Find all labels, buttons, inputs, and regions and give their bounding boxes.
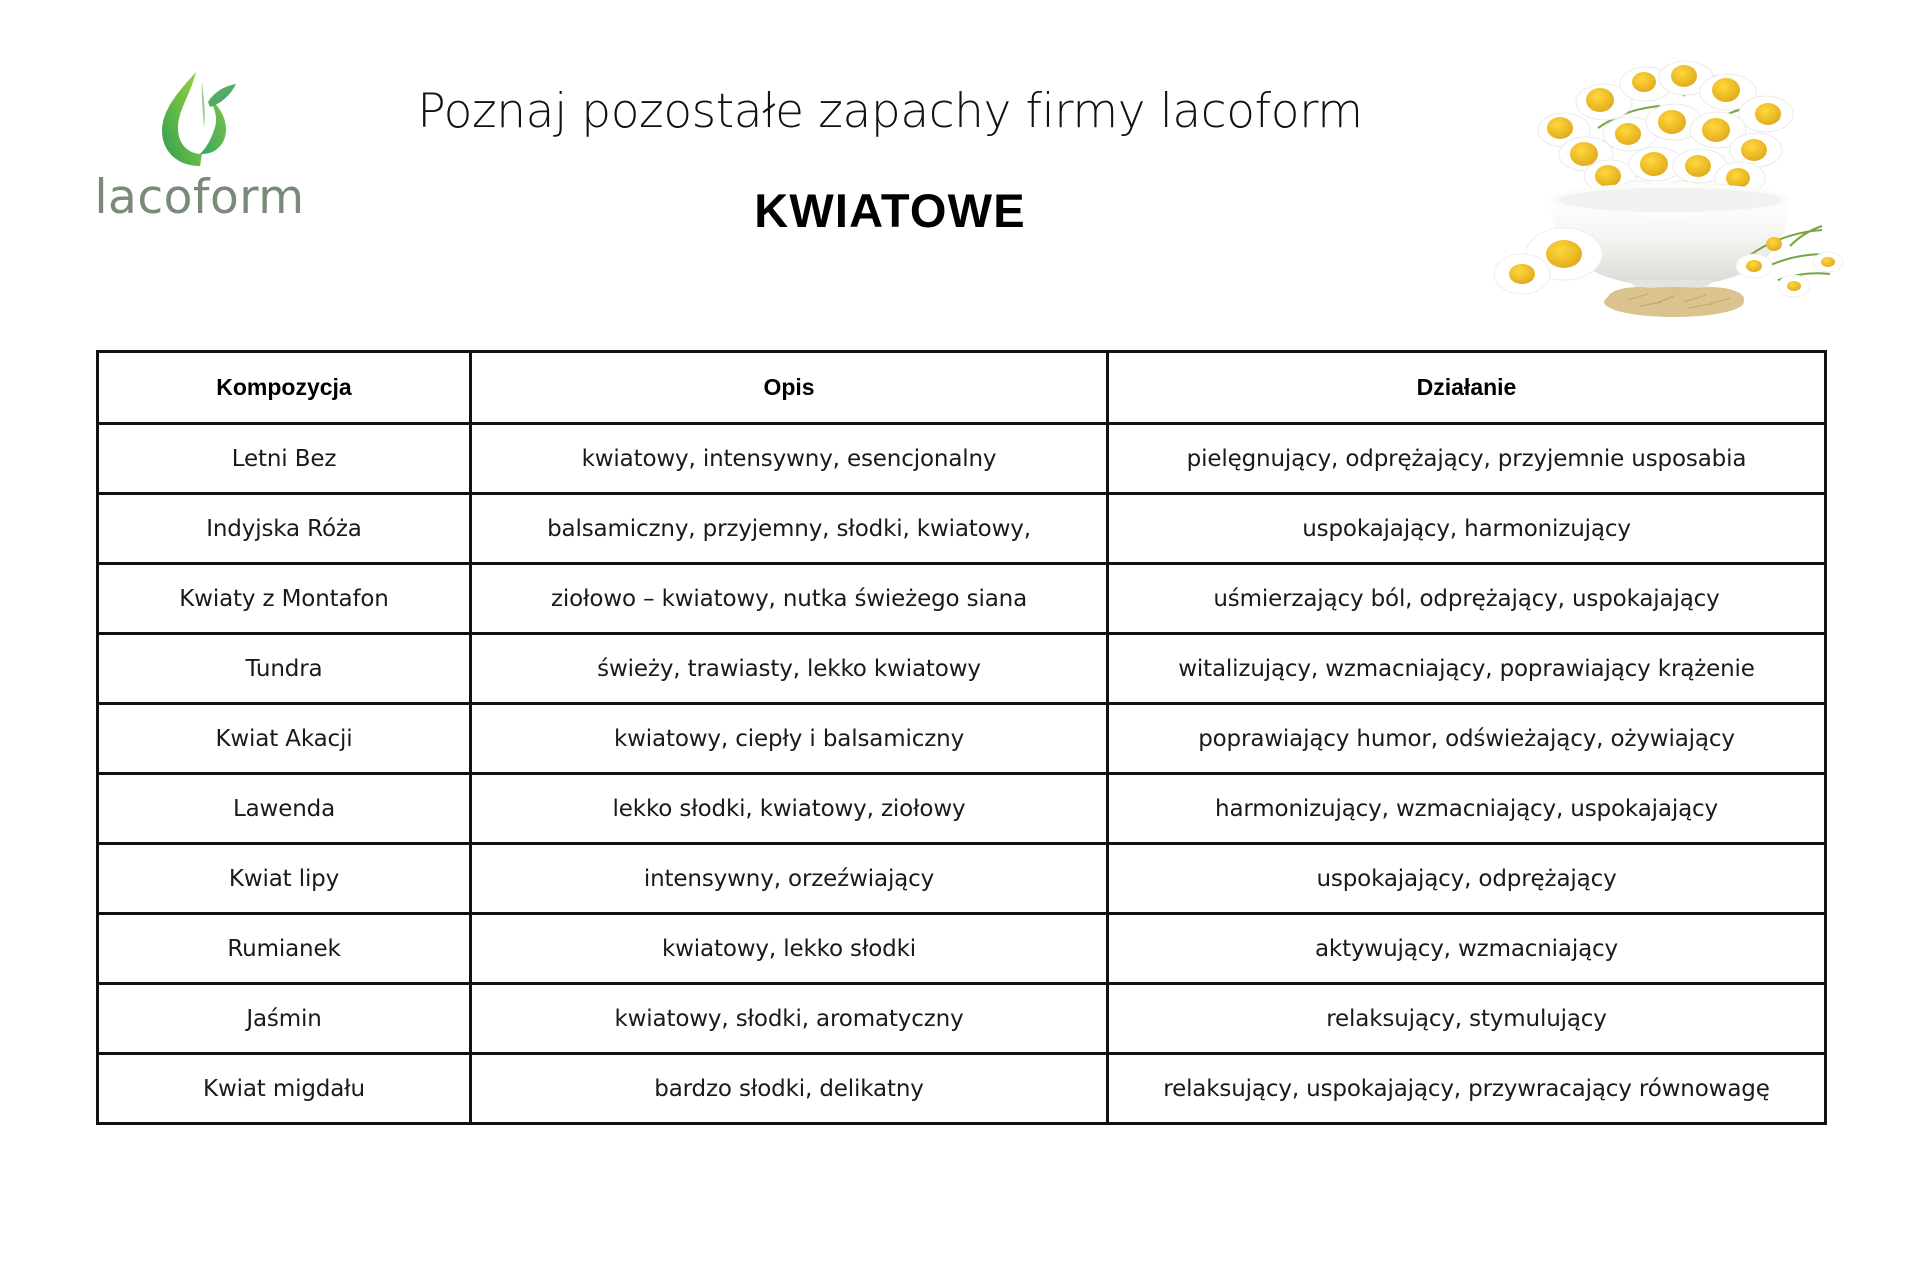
cell-kompozycja: Kwiat migdału bbox=[98, 1054, 471, 1124]
cell-opis: balsamiczny, przyjemny, słodki, kwiatowy, bbox=[471, 494, 1108, 564]
cell-opis: kwiatowy, ciepły i balsamiczny bbox=[471, 704, 1108, 774]
cell-dzialanie: relaksujący, uspokajający, przywracający równowagę bbox=[1108, 1054, 1826, 1124]
table-row bbox=[98, 564, 1826, 634]
table-row bbox=[98, 424, 1826, 494]
cell-opis: kwiatowy, intensywny, esencjonalny bbox=[471, 424, 1108, 494]
table-row bbox=[98, 774, 1826, 844]
cell-dzialanie: uśmierzający ból, odprężający, uspokajający bbox=[1108, 564, 1826, 634]
cell-dzialanie: poprawiający humor, odświeżający, ożywiający bbox=[1108, 704, 1826, 774]
chamomile-bowl-photo bbox=[1478, 18, 1868, 318]
cell-dzialanie: uspokajający, odprężający bbox=[1108, 844, 1826, 914]
table-row bbox=[98, 914, 1826, 984]
brand-wordmark: lacoform bbox=[94, 170, 305, 225]
scents-table-container bbox=[96, 350, 1824, 1125]
cell-dzialanie: witalizujący, wzmacniający, poprawiający krążenie bbox=[1108, 634, 1826, 704]
cell-kompozycja: Kwiat lipy bbox=[98, 844, 471, 914]
table-row bbox=[98, 634, 1826, 704]
table-row bbox=[98, 984, 1826, 1054]
cell-kompozycja: Letni Bez bbox=[98, 424, 471, 494]
cell-kompozycja: Kwiat Akacji bbox=[98, 704, 471, 774]
leaf-sprout-icon bbox=[156, 62, 244, 170]
category-heading: KWIATOWE bbox=[754, 184, 1026, 237]
scents-table bbox=[96, 350, 1827, 1125]
table-row bbox=[98, 844, 1826, 914]
table-row bbox=[98, 494, 1826, 564]
page-title: Poznaj pozostałe zapachy firmy lacoform bbox=[417, 84, 1363, 139]
cell-kompozycja: Rumianek bbox=[98, 914, 471, 984]
column-header-kompozycja: Kompozycja bbox=[98, 352, 471, 424]
cell-kompozycja: Kwiaty z Montafon bbox=[98, 564, 471, 634]
column-header-opis: Opis bbox=[471, 352, 1108, 424]
cell-kompozycja: Tundra bbox=[98, 634, 471, 704]
cell-opis: kwiatowy, słodki, aromatyczny bbox=[471, 984, 1108, 1054]
cell-opis: ziołowo – kwiatowy, nutka świeżego siana bbox=[471, 564, 1108, 634]
table-row bbox=[98, 1054, 1826, 1124]
cell-opis: kwiatowy, lekko słodki bbox=[471, 914, 1108, 984]
cell-opis: intensywny, orzeźwiający bbox=[471, 844, 1108, 914]
cell-kompozycja: Lawenda bbox=[98, 774, 471, 844]
cell-opis: bardzo słodki, delikatny bbox=[471, 1054, 1108, 1124]
table-body bbox=[98, 424, 1826, 1124]
cell-opis: lekko słodki, kwiatowy, ziołowy bbox=[471, 774, 1108, 844]
brand-logo bbox=[92, 62, 307, 237]
cell-dzialanie: uspokajający, harmonizujący bbox=[1108, 494, 1826, 564]
cell-kompozycja: Indyjska Róża bbox=[98, 494, 471, 564]
page-header bbox=[0, 0, 1920, 330]
cell-kompozycja: Jaśmin bbox=[98, 984, 471, 1054]
table-row bbox=[98, 704, 1826, 774]
cell-opis: świeży, trawiasty, lekko kwiatowy bbox=[471, 634, 1108, 704]
table-header-row bbox=[98, 352, 1826, 424]
cell-dzialanie: pielęgnujący, odprężający, przyjemnie usposabia bbox=[1108, 424, 1826, 494]
cell-dzialanie: relaksujący, stymulujący bbox=[1108, 984, 1826, 1054]
cell-dzialanie: harmonizujący, wzmacniający, uspokajający bbox=[1108, 774, 1826, 844]
column-header-dzialanie: Działanie bbox=[1108, 352, 1826, 424]
cell-dzialanie: aktywujący, wzmacniający bbox=[1108, 914, 1826, 984]
